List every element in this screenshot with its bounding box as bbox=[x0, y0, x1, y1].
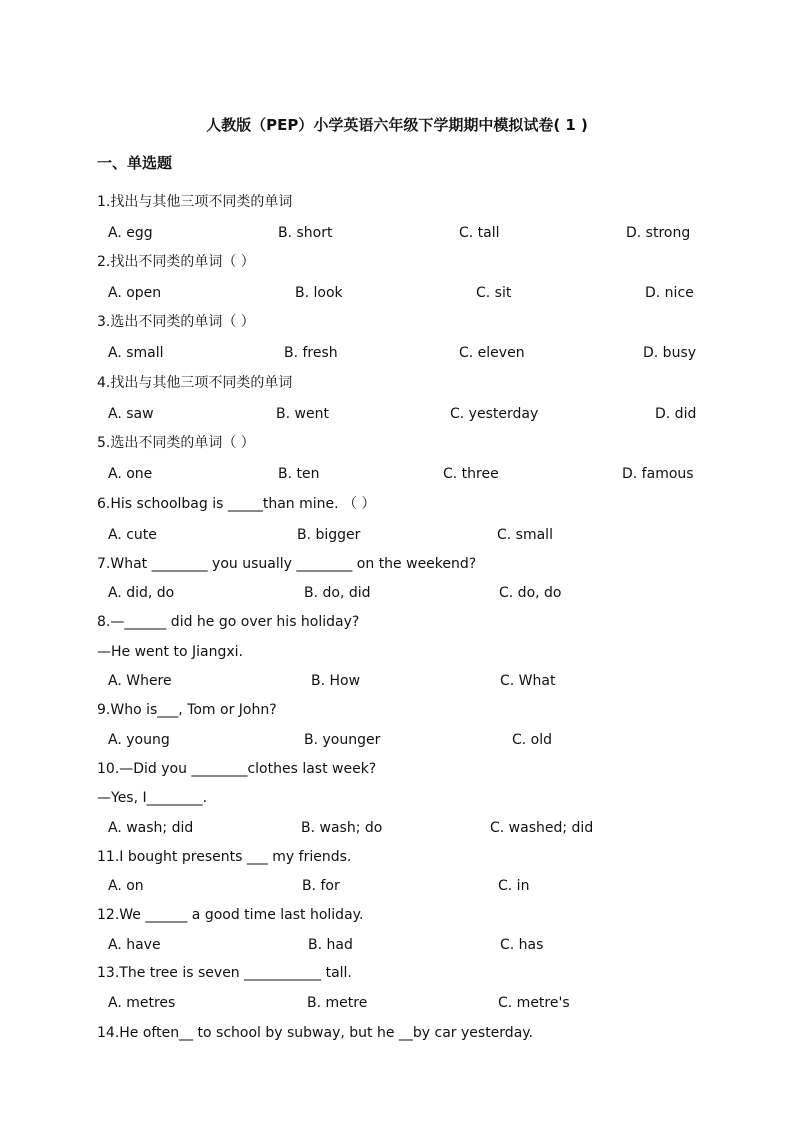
answer-option: C. do, do bbox=[499, 585, 562, 601]
answer-option: A. on bbox=[108, 878, 144, 894]
question-stem: 1.找出与其他三项不同类的单词 bbox=[97, 194, 293, 210]
question-stem: 9.Who is___, Tom or John? bbox=[97, 702, 277, 718]
answer-option: A. cute bbox=[108, 527, 157, 543]
answer-option: B. metre bbox=[307, 995, 368, 1011]
answer-option: B. fresh bbox=[284, 345, 338, 361]
answer-option: C. washed; did bbox=[490, 820, 594, 836]
answer-option: B. wash; do bbox=[301, 820, 383, 836]
answer-option: C. tall bbox=[459, 225, 500, 241]
answer-option: A. young bbox=[108, 732, 170, 748]
question-stem: 14.He often__ to school by subway, but he __by car yesterday. bbox=[97, 1025, 534, 1041]
answer-option: A. one bbox=[108, 466, 153, 482]
answer-option: A. metres bbox=[108, 995, 176, 1011]
answer-option: C. eleven bbox=[459, 345, 525, 361]
answer-option: C. What bbox=[500, 673, 556, 689]
answer-option: B. bigger bbox=[297, 527, 361, 543]
answer-option: C. metre's bbox=[498, 995, 570, 1011]
answer-option: A. wash; did bbox=[108, 820, 194, 836]
page-title: 人教版（PEP）小学英语六年级下学期期中模拟试卷( 1 ) bbox=[206, 116, 588, 134]
question-stem: 13.The tree is seven ___________ tall. bbox=[97, 965, 352, 981]
section-heading: 一、单选题 bbox=[97, 154, 173, 172]
question-stem: 11.I bought presents ___ my friends. bbox=[97, 849, 352, 865]
question-stem: 5.选出不同类的单词（ ） bbox=[97, 435, 255, 451]
question-stem: 4.找出与其他三项不同类的单词 bbox=[97, 375, 293, 391]
answer-option: A. saw bbox=[108, 406, 154, 422]
answer-option: B. How bbox=[311, 673, 361, 689]
question-stem: 7.What ________ you usually ________ on the weekend? bbox=[97, 556, 477, 572]
answer-option: A. did, do bbox=[108, 585, 175, 601]
answer-option: B. went bbox=[276, 406, 329, 422]
answer-option: D. did bbox=[655, 406, 697, 422]
answer-option: D. nice bbox=[645, 285, 694, 301]
answer-option: C. old bbox=[512, 732, 553, 748]
question-stem: 2.找出不同类的单词（ ） bbox=[97, 254, 255, 270]
answer-option: C. has bbox=[500, 937, 544, 953]
question-stem: 6.His schoolbag is _____than mine. （ ） bbox=[97, 496, 376, 512]
answer-option: A. open bbox=[108, 285, 162, 301]
answer-option: D. famous bbox=[622, 466, 694, 482]
answer-option: B. ten bbox=[278, 466, 320, 482]
answer-option: A. small bbox=[108, 345, 164, 361]
answer-option: B. younger bbox=[304, 732, 381, 748]
answer-option: C. in bbox=[498, 878, 530, 894]
answer-option: A. egg bbox=[108, 225, 153, 241]
question-line: —He went to Jiangxi. bbox=[97, 644, 243, 660]
answer-option: B. had bbox=[308, 937, 353, 953]
answer-option: C. small bbox=[497, 527, 553, 543]
answer-option: D. busy bbox=[643, 345, 697, 361]
answer-option: B. for bbox=[302, 878, 340, 894]
question-stem: 10.—Did you ________clothes last week? bbox=[97, 761, 377, 777]
question-stem: 12.We ______ a good time last holiday. bbox=[97, 907, 364, 923]
question-stem: 8.—______ did he go over his holiday? bbox=[97, 614, 360, 630]
answer-option: C. three bbox=[443, 466, 499, 482]
question-stem: 3.选出不同类的单词（ ） bbox=[97, 314, 255, 330]
answer-option: B. short bbox=[278, 225, 333, 241]
answer-option: C. sit bbox=[476, 285, 512, 301]
answer-option: D. strong bbox=[626, 225, 691, 241]
question-line: —Yes, I________. bbox=[97, 790, 208, 806]
answer-option: A. Where bbox=[108, 673, 172, 689]
answer-option: C. yesterday bbox=[450, 406, 539, 422]
answer-option: B. look bbox=[295, 285, 343, 301]
answer-option: A. have bbox=[108, 937, 161, 953]
answer-option: B. do, did bbox=[304, 585, 371, 601]
